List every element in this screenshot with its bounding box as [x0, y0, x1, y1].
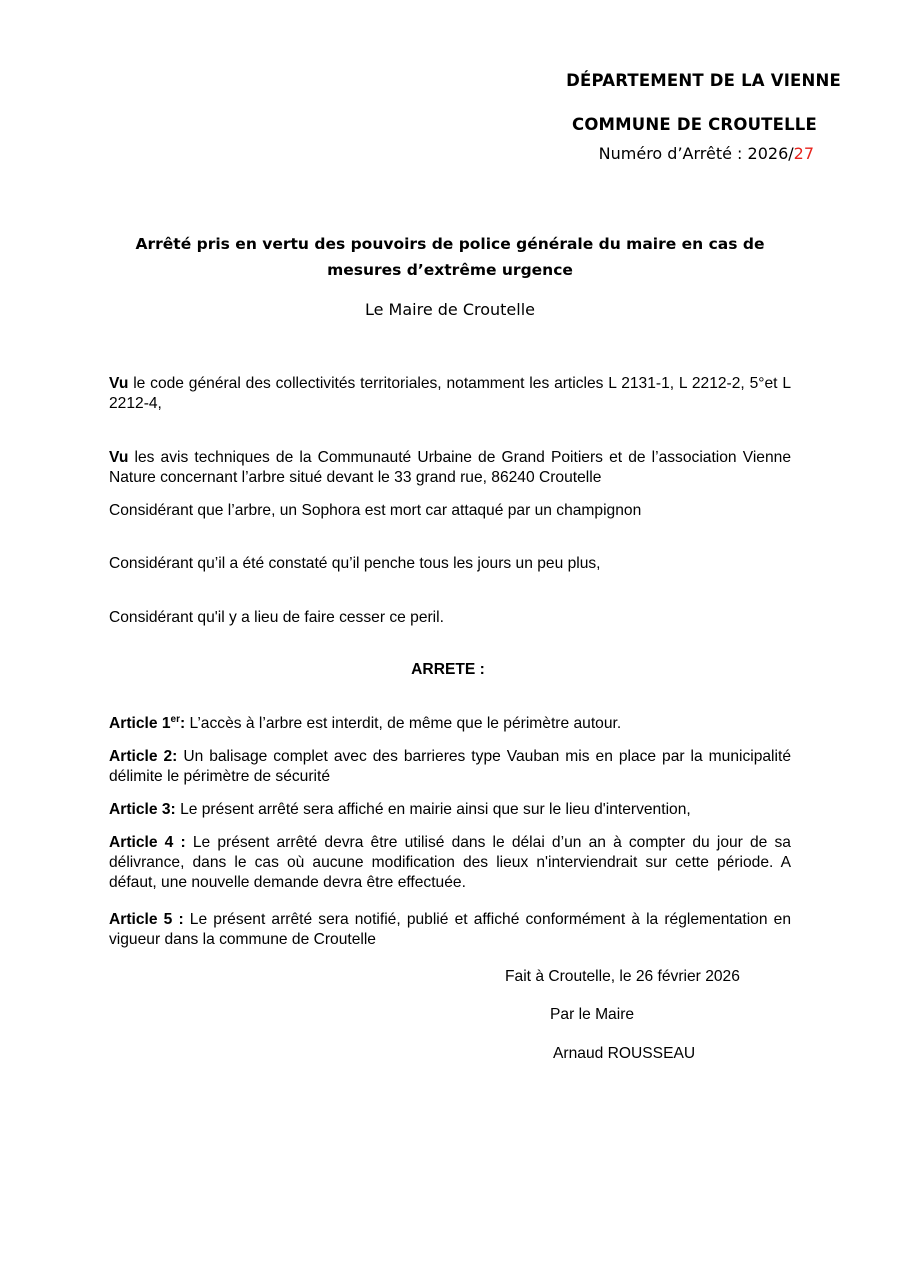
decree-number-label: Numéro d’Arrêté : 2026/: [598, 144, 794, 163]
article-label: Article 3:: [109, 801, 176, 818]
article-text: L’accès à l’arbre est interdit, de même que le périmètre autour.: [185, 715, 622, 732]
vu-label: Vu: [109, 449, 129, 466]
commune-heading: COMMUNE DE CROUTELLE: [572, 115, 817, 134]
article-text: Le présent arrêté sera affiché en mairie ainsi que sur le lieu d'intervention,: [175, 801, 691, 818]
decree-number-suffix: 27: [793, 144, 814, 163]
article-5: [109, 910, 791, 950]
decree-number: [599, 144, 814, 163]
preamble-text: les avis techniques de la Communauté Urbaine de Grand Poitiers et de l’association Vienne Nature concernant l’arbre situé devant le 33 grand rue, 86240 Croutelle: [109, 449, 791, 486]
signature-place-date: Fait à Croutelle, le 26 février 2026: [505, 968, 740, 985]
article-2: [109, 747, 791, 787]
issuer-line: Le Maire de Croutelle: [364, 300, 536, 319]
article-1: [109, 714, 791, 734]
decree-title: Arrêté pris en vertu des pouvoirs de police générale du maire en cas de mesures d’extrême urgence: [135, 235, 765, 279]
preamble-considerant-3: Considérant qu'il y a lieu de faire cesser ce peril.: [109, 609, 444, 626]
article-label: Article 5 :: [109, 911, 184, 928]
preamble-text: le code général des collectivités territoriales, notamment les articles L 2131-1, L 2212-2, 5°et L 2212-4,: [109, 375, 791, 412]
article-label: Article 1er:: [109, 714, 186, 732]
preamble-considerant-2: Considérant qu’il a été constaté qu’il penche tous les jours un peu plus,: [109, 555, 601, 572]
preamble-vu-1: [109, 374, 791, 414]
preamble-vu-2: [109, 448, 791, 488]
article-label-superscript: er: [170, 714, 180, 725]
article-label: Article 2:: [109, 748, 178, 765]
preamble-considerant-1: Considérant que l’arbre, un Sophora est mort car attaqué par un champignon: [109, 502, 642, 519]
signature-name: Arnaud ROUSSEAU: [553, 1045, 696, 1062]
signature-by-line: Par le Maire: [550, 1006, 635, 1023]
article-label: Article 4 :: [109, 834, 186, 851]
article-text: Un balisage complet avec des barrieres type Vauban mis en place par la municipalité délimite le périmètre de sécurité: [109, 748, 791, 785]
article-4: [109, 833, 791, 893]
vu-label: Vu: [109, 375, 129, 392]
article-3: [109, 800, 791, 820]
article-text: Le présent arrêté sera notifié, publié et affiché conformément à la réglementation en vigueur dans la commune de Croutelle: [109, 911, 791, 948]
decision-heading: ARRETE :: [411, 661, 485, 678]
article-text: Le présent arrêté devra être utilisé dans le délai d’un an à compter du jour de sa délivrance, dans le cas où aucune modification des lieux n'interviendrait sur cette période. A défaut, une nouvelle demande devra être effectuée.: [109, 834, 791, 891]
department-heading: DÉPARTEMENT DE LA VIENNE: [566, 71, 841, 90]
